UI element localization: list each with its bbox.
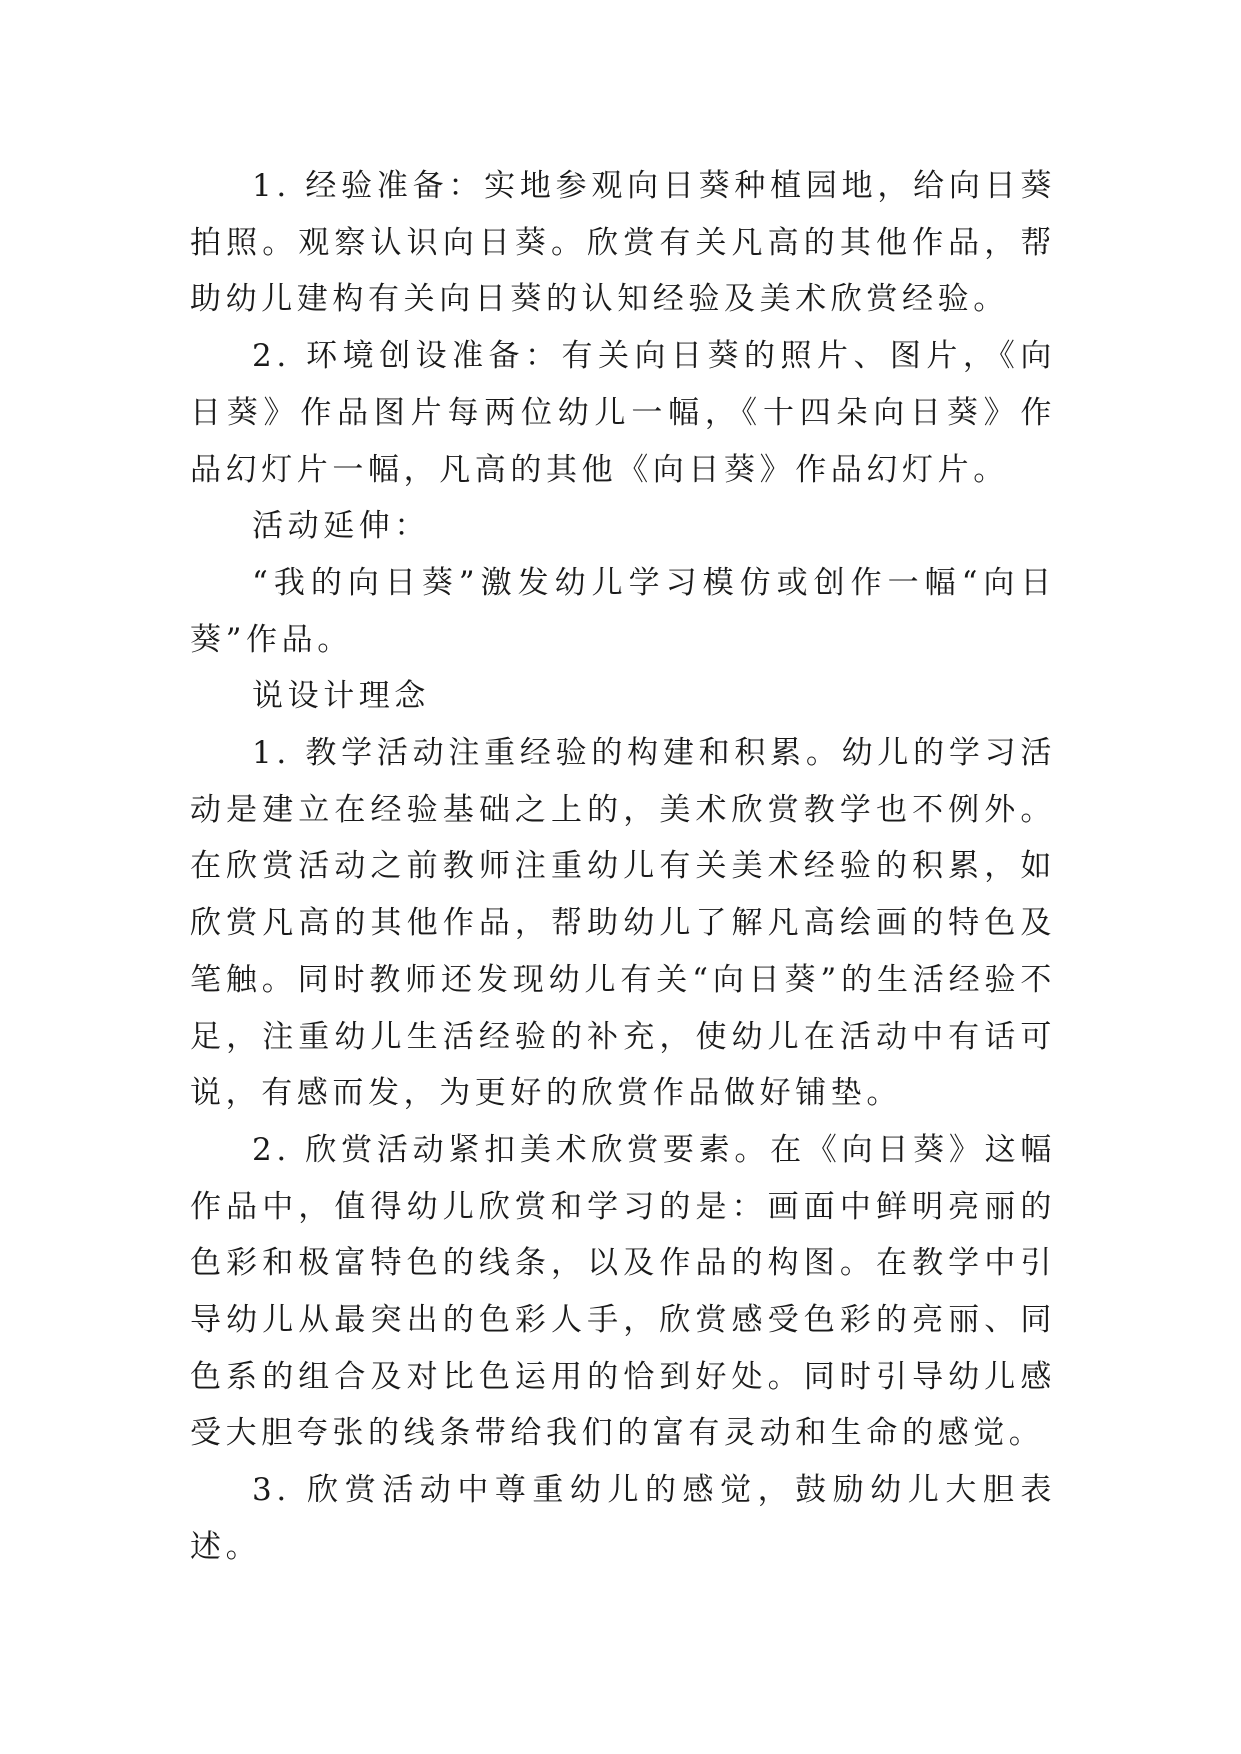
heading-activity-extension: 活动延伸：	[252, 508, 430, 545]
document-body	[190, 158, 1056, 1576]
paragraph-activity-extension: “我的向日葵”激发幼儿学习模仿或创作一幅“向日葵”作品。	[190, 564, 1056, 658]
paragraph-experience-prep: 1. 经验准备：实地参观向日葵种植园地，给向日葵拍照。观察认识向日葵。欣赏有关凡高的其他作品，帮助幼儿建构有关向日葵的认知经验及美术欣赏经验。	[190, 168, 1056, 318]
paragraph-environment-prep: 2. 环境创设准备：有关向日葵的照片、图片，《向日葵》作品图片每两位幼儿一幅，《十四朵向日葵》作品幻灯片一幅，凡高的其他《向日葵》作品幻灯片。	[190, 338, 1056, 488]
heading-design-concept: 说设计理念	[252, 678, 430, 715]
paragraph-concept-3: 3. 欣赏活动中尊重幼儿的感觉，鼓励幼儿大胆表述。	[190, 1472, 1056, 1565]
paragraph-concept-2: 2. 欣赏活动紧扣美术欣赏要素。在《向日葵》这幅作品中，值得幼儿欣赏和学习的是：画面中鲜明亮丽的色彩和极富特色的线条，以及作品的构图。在教学中引导幼儿从最突出的色彩人手，欣赏感受色彩的亮丽、同色系的组合及对比色运用的恰到好处。同时引导幼儿感受大胆夸张的线条带给我们的富有灵动和生命的感觉。	[190, 1131, 1056, 1452]
paragraph-concept-1: 1. 教学活动注重经验的构建和积累。幼儿的学习活动是建立在经验基础之上的，美术欣赏教学也不例外。在欣赏活动之前教师注重幼儿有关美术经验的积累，如欣赏凡高的其他作品，帮助幼儿了解凡高绘画的特色及笔触。同时教师还发现幼儿有关“向日葵”的生活经验不足，注重幼儿生活经验的补充，使幼儿在活动中有话可说，有感而发，为更好的欣赏作品做好铺垫。	[190, 735, 1056, 1112]
